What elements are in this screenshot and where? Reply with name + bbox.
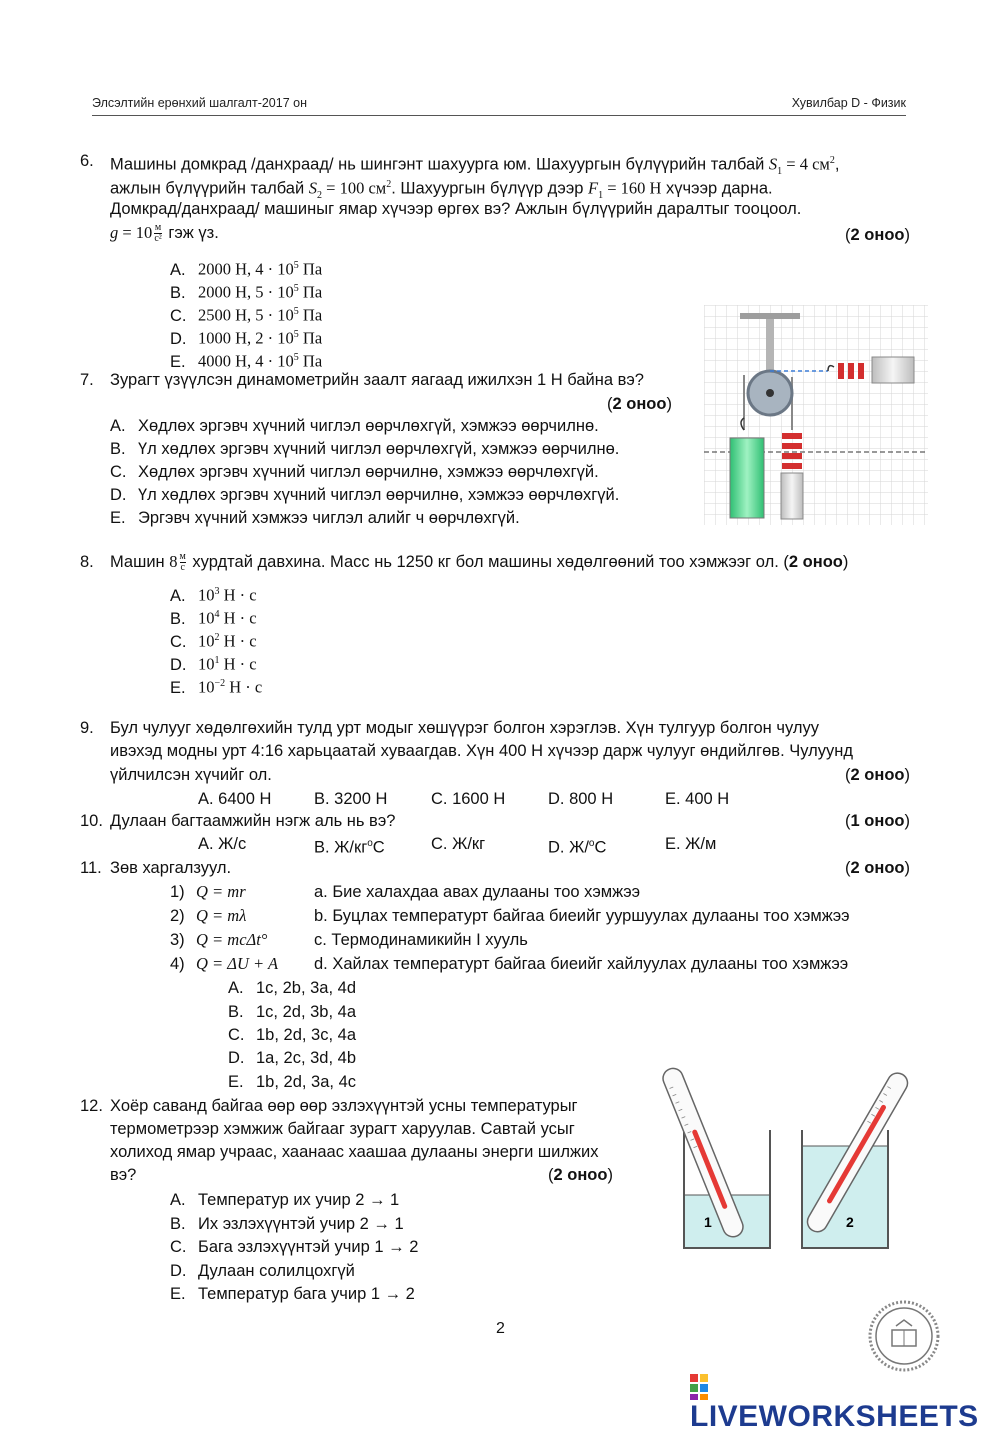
option-exponent: 5	[293, 283, 299, 294]
q7-option-c[interactable]	[110, 461, 599, 483]
header-divider	[92, 115, 906, 116]
option-letter: E.	[228, 1073, 244, 1091]
q9-line3: үйлчилсэн хүчийг ол.	[110, 766, 272, 784]
option-base: 10	[198, 631, 215, 651]
q11-pair-4	[170, 953, 848, 975]
option-letter: D.	[170, 1262, 187, 1280]
q9-option-c[interactable]: C. 1600 Н	[431, 790, 506, 808]
q11-option-a[interactable]	[228, 977, 356, 999]
option-exponent: 5	[293, 306, 299, 317]
option-letter: E.	[170, 678, 186, 697]
pair-formula: Q = mcΔt°	[196, 930, 268, 949]
q6-option-c[interactable]	[170, 301, 322, 327]
option-unit: Па	[298, 305, 323, 325]
option-value: 4000 Н, 4 · 10	[198, 351, 294, 371]
q9-option-a[interactable]: A. 6400 Н	[198, 790, 272, 808]
beaker-2-label: 2	[846, 1214, 854, 1230]
q6-option-d[interactable]	[170, 324, 322, 350]
q12-option-b[interactable]	[170, 1213, 404, 1235]
option-text: Хөдлөх эргэвч хүчний чиглэл өөрчлөхгүй, хэмжээ өөрчилнө.	[138, 417, 599, 435]
option-text: Бага эзлэхүүнтэй учир 1 → 2	[198, 1238, 419, 1256]
q10-option-b[interactable]: B. $Ж/кг^oC$	[314, 838, 385, 857]
q6-option-b[interactable]	[170, 278, 322, 304]
option-unit: Н · с	[225, 677, 263, 697]
q6-line4: g = 10 $\frac{м}{\text{с²}}$ гэж үз.	[110, 222, 219, 245]
option-unit: Па	[298, 282, 323, 302]
q10-line1: Дулаан багтаамжийн нэгж аль нь вэ?	[110, 812, 396, 830]
q7-option-d[interactable]	[110, 484, 619, 506]
pair-description: c. Термодинамикийн I хууль	[314, 931, 528, 949]
option-letter: A.	[110, 417, 126, 435]
q12-line3: холиход ямар учраас, хаанаас хаашаа дулааны энерги шилжих	[110, 1143, 599, 1161]
option-unit: Н · с	[219, 585, 257, 605]
option-exponent: 5	[293, 352, 299, 363]
option-letter: A.	[228, 979, 244, 997]
seal-logo	[868, 1300, 940, 1372]
option-exponent: 5	[293, 329, 299, 340]
option-letter: B.	[170, 609, 186, 628]
option-letter: D.	[110, 486, 127, 504]
option-base: 10	[198, 654, 215, 674]
option-text: Температур их учир 2 → 1	[198, 1191, 400, 1209]
option-letter: C.	[170, 632, 187, 651]
option-exponent: 4	[214, 609, 220, 620]
q8-option-a[interactable]	[170, 581, 257, 607]
q9-option-b[interactable]: B. 3200 Н	[314, 790, 388, 808]
option-value: 2000 Н, 5 · 10	[198, 282, 294, 302]
q6-points: (2 оноо)	[845, 226, 910, 244]
option-letter: A.	[170, 260, 186, 279]
q7-option-e[interactable]	[110, 507, 520, 529]
q12-number: 12.	[80, 1097, 103, 1115]
option-exponent: 2	[214, 632, 220, 643]
thermometer-figure	[656, 1060, 916, 1255]
option-text: Дулаан солилцохгүй	[198, 1262, 355, 1280]
q11-option-b[interactable]	[228, 1001, 356, 1023]
q10-points: (1 оноо)	[845, 812, 910, 830]
q6-option-a[interactable]	[170, 255, 322, 281]
option-unit: Н · с	[219, 608, 257, 628]
option-letter: E.	[170, 1285, 186, 1303]
option-unit: Н · с	[219, 631, 257, 651]
option-letter: C.	[170, 306, 187, 325]
q9-line1: Бул чулууг хөдөлгөхийн тулд урт модыг хөшүүрэг болгон хэрэглэв. Хүн тулгуур болгон чулуу	[110, 719, 819, 737]
option-exponent: −2	[214, 678, 226, 689]
q12-option-c[interactable]	[170, 1236, 418, 1258]
q7-option-b[interactable]	[110, 438, 619, 460]
dynamometer-horizontal	[872, 357, 914, 383]
q12-line4: вэ?	[110, 1166, 137, 1184]
q9-line2: ивэхэд модны урт 4:16 харьцаатай хуваагдав. Хүн 400 Н хүчээр дарж чулууг өндийлгөв. Чулуунд	[110, 742, 853, 760]
q12-option-a[interactable]	[170, 1189, 399, 1211]
option-exponent: 1	[214, 655, 220, 666]
q11-option-d[interactable]	[228, 1047, 356, 1069]
q12-line2: термометрээр хэмжиж байгааг зурагт харуулав. Савтай усыг	[110, 1120, 575, 1138]
option-letter: D.	[228, 1049, 245, 1067]
pair-formula: Q = mr	[196, 882, 246, 901]
beaker-1-label: 1	[704, 1214, 712, 1230]
option-letter: B.	[170, 283, 186, 302]
option-text: Үл хөдлөх эргэвч хүчний чиглэл өөрчлөхгүй, хэмжээ өөрчилнө.	[138, 440, 620, 458]
option-base: 10	[198, 608, 215, 628]
option-text: Их эзлэхүүнтэй учир 2 → 1	[198, 1215, 404, 1233]
option-value: 1000 Н, 2 · 10	[198, 328, 294, 348]
q11-number: 11.	[80, 859, 102, 877]
option-unit: Па	[298, 351, 323, 371]
q11-pair-3	[170, 929, 528, 951]
pair-number: 1)	[170, 883, 185, 901]
option-letter: B.	[228, 1003, 244, 1021]
option-text: Хөдлөх эргэвч хүчний чиглэл өөрчилнө, хэмжээ өөрчлөхгүй.	[138, 463, 599, 481]
q6-line1: Машины домкрад /данхраад/ нь шингэнт шахуурга юм. Шахуургын бүлүүрийн талбай $S_1 = 4$ $см^2$,	[110, 154, 840, 177]
option-text: 1c, 2b, 3a, 4d	[256, 979, 356, 997]
brand-text: LIVEWORKSHEETS	[690, 1400, 979, 1433]
q6-line3: Домкрад/данхраад/ машиныг ямар хүчээр өргөх вэ? Ажлын бүлүүрийн даралтыг тооцоол.	[110, 200, 802, 218]
q11-line1: Зөв харгалзуул.	[110, 859, 232, 877]
q6-line2: ажлын бүлүүрийн талбай $S_2 = 100$ $см^2$. Шахуургын бүлүүр дээр $F_1 = 160$ Н хүчээр дарна.	[110, 178, 773, 201]
option-letter: D.	[170, 655, 187, 674]
option-exponent: 5	[293, 260, 299, 271]
q12-option-d[interactable]	[170, 1260, 355, 1282]
option-letter: C.	[228, 1026, 245, 1044]
q12-line1: Хоёр саванд байгаа өөр өөр эзлэхүүнтэй усны температурыг	[110, 1097, 578, 1115]
option-base: 10	[198, 585, 215, 605]
option-text: Температур бага учир 1 → 2	[198, 1285, 415, 1303]
q9-number: 9.	[80, 719, 94, 737]
option-unit: Па	[298, 259, 323, 279]
option-value: 2500 Н, 5 · 10	[198, 305, 294, 325]
q8-option-d[interactable]	[170, 650, 257, 676]
option-text: 1c, 2d, 3b, 4a	[256, 1003, 356, 1021]
page-number: 2	[496, 1320, 505, 1337]
option-text: Эргэвч хүчний хэмжээ чиглэл алийг ч өөрчлөхгүй.	[138, 509, 520, 527]
q12-option-e[interactable]	[170, 1283, 415, 1305]
green-weight	[730, 438, 764, 518]
ceiling-bar	[740, 313, 800, 319]
option-text: 1b, 2d, 3a, 4c	[256, 1073, 356, 1091]
q10-option-a[interactable]: A. Ж/с	[198, 835, 247, 853]
pair-description: a. Бие халахдаа авах дулааны тоо хэмжээ	[314, 883, 641, 901]
q10-option-e[interactable]: E. Ж/м	[665, 835, 717, 853]
option-letter: E.	[110, 509, 126, 527]
q10-number: 10.	[80, 812, 103, 830]
q11-option-e[interactable]	[228, 1071, 356, 1093]
option-letter: E.	[170, 352, 186, 371]
q7-number: 7.	[80, 371, 94, 389]
q8-number: 8.	[80, 553, 94, 571]
pair-description: d. Хайлах температурт байгаа биеийг хайлуулах дулааны тоо хэмжээ	[314, 955, 849, 973]
q9-points: (2 оноо)	[845, 766, 910, 784]
pair-description: b. Буцлах температурт байгаа биеийг ууршуулах дулааны тоо хэмжээ	[314, 907, 850, 925]
q11-option-c[interactable]	[228, 1024, 356, 1046]
option-letter: B.	[110, 440, 126, 458]
pair-number: 4)	[170, 955, 185, 973]
option-exponent: 3	[214, 586, 220, 597]
option-text: Үл хөдлөх эргэвч хүчний чиглэл өөрчилнө, хэмжээ өөрчлөхгүй.	[138, 486, 620, 504]
header-right: Хувилбар D - Физик	[791, 96, 906, 110]
option-letter: C.	[110, 463, 127, 481]
q8-option-c[interactable]	[170, 627, 257, 653]
pair-formula: Q = mλ	[196, 906, 247, 925]
option-base: 10	[198, 677, 215, 697]
q12-points: (2 оноо)	[548, 1166, 613, 1184]
q11-points: (2 оноо)	[845, 859, 910, 877]
option-unit: Па	[298, 328, 323, 348]
option-letter: D.	[170, 329, 187, 348]
option-letter: B.	[170, 1215, 186, 1233]
option-letter: C.	[170, 1238, 187, 1256]
q8-option-e[interactable]	[170, 673, 262, 699]
option-letter: A.	[170, 586, 186, 605]
q7-option-a[interactable]	[110, 415, 599, 437]
q10-option-c[interactable]: C. Ж/кг	[431, 835, 486, 853]
brand-icon	[690, 1374, 708, 1400]
q8-option-b[interactable]	[170, 604, 257, 630]
option-text: 1a, 2c, 3d, 4b	[256, 1049, 356, 1067]
option-value: 2000 Н, 4 · 10	[198, 259, 294, 279]
q10-option-d[interactable]: D. Ж/$^o$C	[548, 838, 607, 857]
brand-logo[interactable]	[690, 1374, 1000, 1434]
pulley-figure	[704, 305, 928, 525]
q9-option-e[interactable]: E. 400 Н	[665, 790, 730, 808]
pair-number: 3)	[170, 931, 185, 949]
dynamometer-vertical	[781, 473, 803, 519]
q8-line1: Машин 8 $\frac{м}{с}$ хурдтай давхина. Масс нь 1250 кг бол машины хөдөлгөөний тоо хэмжээг ол. (2 оноо)	[110, 551, 849, 574]
q6-number: 6.	[80, 152, 94, 170]
pair-number: 2)	[170, 907, 185, 925]
q11-pair-2	[170, 905, 850, 927]
q7-points: (2 оноо)	[607, 395, 672, 413]
header-left: Элсэлтийн ерөнхий шалгалт-2017 он	[92, 96, 307, 110]
q7-line1: Зурагт үзүүлсэн динамометрийн заалт яагаад ижилхэн 1 Н байна вэ?	[110, 371, 644, 389]
option-letter: A.	[170, 1191, 186, 1209]
option-text: 1b, 2d, 3c, 4a	[256, 1026, 356, 1044]
q9-option-d[interactable]: D. 800 Н	[548, 790, 614, 808]
option-unit: Н · с	[219, 654, 257, 674]
q11-pair-1	[170, 881, 640, 903]
pair-formula: Q = ΔU + A	[196, 954, 279, 973]
